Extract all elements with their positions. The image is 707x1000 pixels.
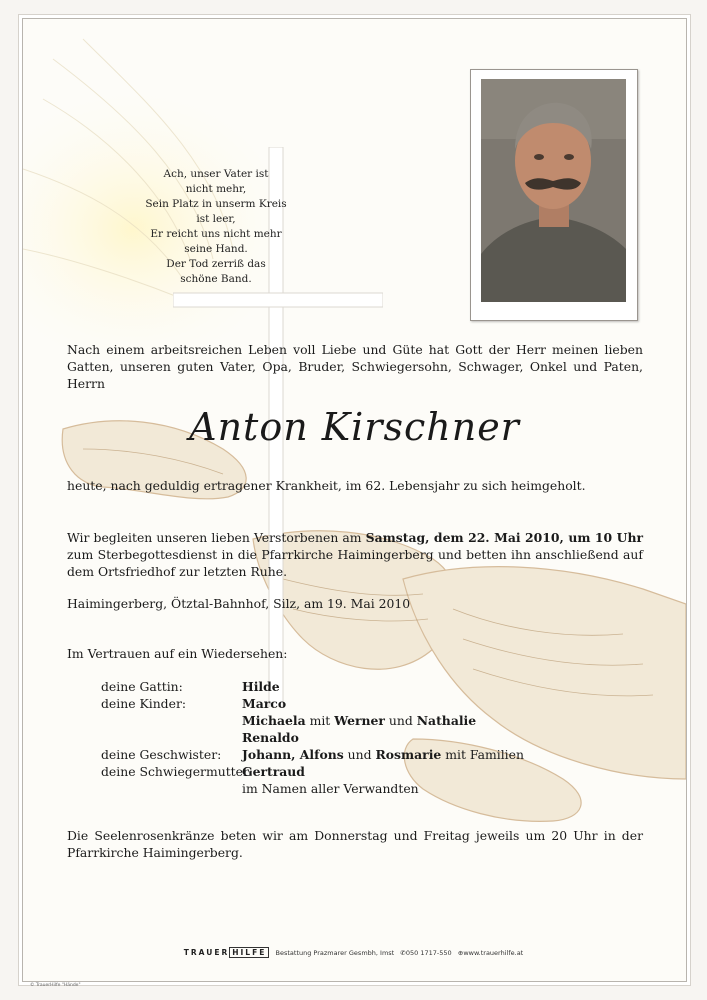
web-icon: ⊕ bbox=[457, 949, 464, 957]
poem-line: ist leer, bbox=[196, 213, 236, 225]
poem-line: nicht mehr, bbox=[185, 183, 247, 195]
funeral-text-post: zum Sterbegottesdienst in die Pfarrkirche Haimingerberg und betten ihn anschließend auf dem Ortsfriedhof zur letzten Ruhe. bbox=[67, 547, 643, 579]
portrait-photo bbox=[481, 79, 626, 302]
family-value bbox=[242, 746, 524, 763]
memorial-poem bbox=[141, 167, 291, 287]
footer-brand-right: HILFE bbox=[229, 947, 269, 958]
poem-line: Ach, unser Vater ist bbox=[163, 168, 269, 180]
family-label: deine Schwiegermutter: bbox=[101, 764, 254, 779]
family-label: deine Gattin: bbox=[101, 679, 183, 694]
copyright-note: © TrauerHilfe "Hände" bbox=[30, 983, 81, 988]
family-name: Renaldo bbox=[242, 730, 299, 745]
poem-line: seine Hand. bbox=[184, 243, 248, 255]
family-connector: mit Familien bbox=[441, 747, 524, 762]
family-name: Johann, Alfons bbox=[242, 747, 344, 762]
passing-text: heute, nach geduldig ertragener Krankheit, im 62. Lebensjahr zu sich heimgeholt. bbox=[67, 478, 586, 493]
deceased-name: Anton Kirschner bbox=[189, 405, 520, 449]
family-value bbox=[242, 729, 299, 746]
funeral-text bbox=[67, 529, 643, 580]
rosary-text: Die Seelenrosenkränze beten wir am Donnerstag und Freitag jeweils um 20 Uhr in der Pfarrkirche Haimingerberg. bbox=[67, 828, 643, 860]
family-connector: und bbox=[384, 713, 417, 728]
poem-line: Er reicht uns nicht mehr bbox=[150, 228, 282, 240]
family-connector: und bbox=[343, 747, 376, 762]
family-label: deine Geschwister: bbox=[101, 747, 222, 762]
family-name: Rosmarie bbox=[375, 747, 442, 762]
place-date: Haimingerberg, Ötztal-Bahnhof, Silz, am 19. Mai 2010 bbox=[67, 596, 411, 611]
family-name: Michaela bbox=[242, 713, 306, 728]
intro-text: Nach einem arbeitsreichen Leben voll Liebe und Güte hat Gott der Herr meinen lieben Gatten, unseren guten Vater, Opa, Bruder, Schwiegersohn, Schwager, Onkel und Paten, Herrn bbox=[67, 342, 643, 391]
footer bbox=[0, 948, 707, 957]
portrait-frame bbox=[470, 69, 638, 321]
family-intro: Im Vertrauen auf ein Wiedersehen: bbox=[67, 646, 288, 661]
family-name: Marco bbox=[242, 696, 287, 711]
footer-phone: 050 1717-550 bbox=[405, 949, 452, 957]
family-connector: mit bbox=[305, 713, 335, 728]
family-name: Gertraud bbox=[242, 764, 305, 779]
poem-line: Der Tod zerriß das bbox=[166, 258, 266, 270]
poem-line: Sein Platz in unserm Kreis bbox=[145, 198, 287, 210]
family-name: Nathalie bbox=[416, 713, 477, 728]
family-name: Werner bbox=[334, 713, 385, 728]
family-name: Hilde bbox=[242, 679, 280, 694]
family-label: deine Kinder: bbox=[101, 696, 187, 711]
footer-company: Bestattung Prazmarer Gesmbh, Imst bbox=[275, 949, 395, 957]
poem-line: schöne Band. bbox=[180, 273, 252, 285]
family-value bbox=[242, 678, 280, 695]
footer-web: www.trauerhilfe.at bbox=[463, 949, 524, 957]
footer-brand-left: TRAUER bbox=[183, 948, 230, 957]
phone-icon: ✆ bbox=[400, 949, 406, 957]
portrait-image bbox=[481, 79, 626, 302]
family-value bbox=[242, 712, 476, 729]
obituary-card bbox=[22, 18, 687, 982]
family-value bbox=[242, 763, 305, 780]
family-value bbox=[242, 695, 286, 712]
funeral-text-pre: Wir begleiten unseren lieben Verstorbenen am bbox=[67, 530, 366, 545]
family-value: im Namen aller Verwandten bbox=[242, 781, 419, 796]
funeral-date: Samstag, dem 22. Mai 2010, um 10 Uhr bbox=[365, 530, 643, 545]
